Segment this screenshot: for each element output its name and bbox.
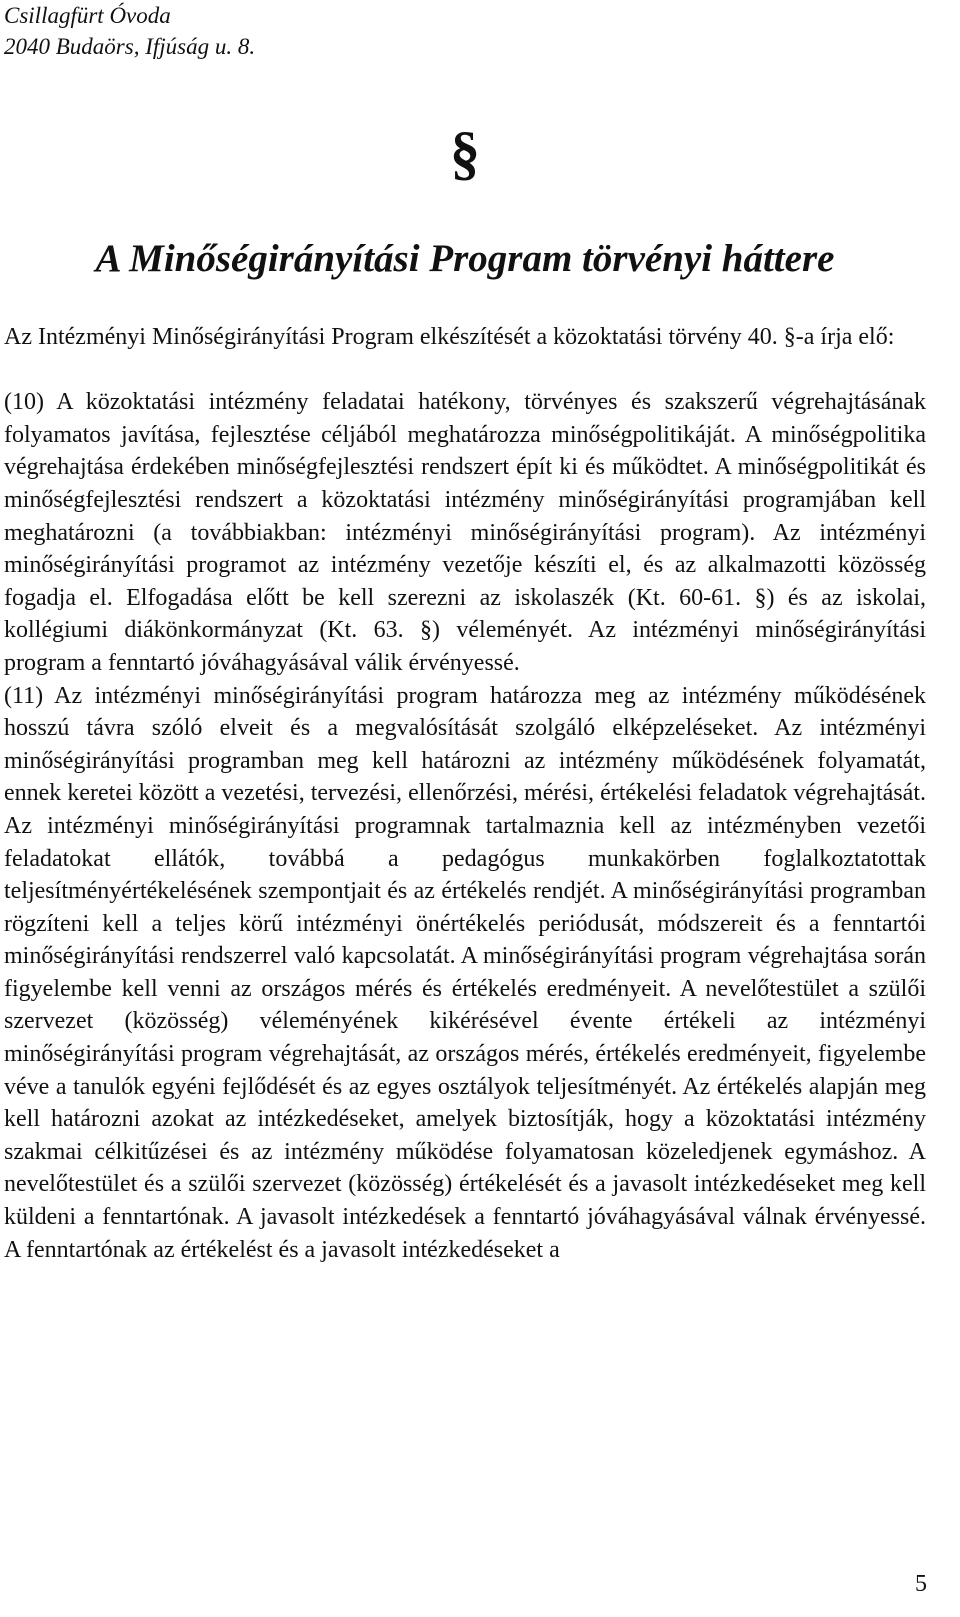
paragraph-10: (10) A közoktatási intézmény feladatai hatékony, törvényes és szakszerű végrehajtásának folyamatos javítása, fejlesztése céljából meghatározza minőségpolitikáját. A minőségpolitika végrehajtása érdekében minőségfejlesztési rendszert épít ki és működtet. A minőségpolitikát és minőségfejlesztési rendszert a közoktatási intézmény minőségirányítási programjában kell meghatározni (a továbbiakban: intézményi minőségirányítási program). Az intézményi minőségirányítási programot az intézmény vezetője készíti el, és az alkalmazotti közösség fogadja el. Elfogadása előtt be kell szerezni az iskolaszék (Kt. 60-61. §) és az iskolai, kollégiumi diákönkormányzat (Kt. 63. §) véleményét. Az intézményi minőségirányítási program a fenntartó jóváhagyásával válik érvényessé. <box>4 389 926 676</box>
page-title: A Minőségirányítási Program törvényi háttere <box>95 237 835 280</box>
institution-name: Csillagfürt Óvoda <box>4 3 171 28</box>
intro-paragraph: Az Intézményi Minőségirányítási Program elkészítését a közoktatási törvény 40. §-a írja elő: <box>4 324 895 350</box>
institution-address: 2040 Budaörs, Ifjúság u. 8. <box>4 34 256 59</box>
document-body <box>4 321 926 1266</box>
document-header <box>4 0 255 62</box>
paragraph-11: (11) Az intézményi minőségirányítási program határozza meg az intézmény működésének hosszú távra szóló elveit és a megvalósítását szolgáló elképzeléseket. Az intézményi minőségirányítási programban meg kell határozni az intézmény működésének folyamatát, ennek keretei között a vezetési, tervezési, ellenőrzési, mérési, értékelési feladatok végrehajtását. Az intézményi minőségirányítási programnak tartalmaznia kell az intézményben vezetői feladatokat ellátók, továbbá a pedagógus munkakörben foglalkoztatottak teljesítményértékelésének szempontjait és az értékelés rendjét. A minőségirányítási programban rögzíteni kell a teljes körű intézményi önértékelés periódusát, módszereit és a fenntartói minőségirányítási rendszerrel való kapcsolatát. A minőségirányítási program végrehajtása során figyelembe kell venni az országos mérés és értékelés eredményeit. A nevelőtestület a szülői szervezet (közösség) véleményének kikérésével évente értékeli az intézményi minőségirányítási program végrehajtását, az országos mérés, értékelés eredményeit, figyelembe véve a tanulók egyéni fejlődését és az egyes osztályok teljesítményét. Az értékelés alapján meg kell határozni azokat az intézkedéseket, amelyek biztosítják, hogy a közoktatási intézmény szakmai célkitűzései és az intézmény működése folyamatosan közeledjenek egymáshoz. A nevelőtestület és a szülői szervezet (közösség) értékelését és a javasolt intézkedéseket meg kell küldeni a fenntartónak. A javasolt intézkedések a fenntartó jóváhagyásával válnak érvényessé. A fenntartónak az értékelést és a javasolt intézkedéseket a <box>4 682 926 1263</box>
section-sign: § <box>450 120 480 186</box>
page-number: 5 <box>915 1571 927 1597</box>
